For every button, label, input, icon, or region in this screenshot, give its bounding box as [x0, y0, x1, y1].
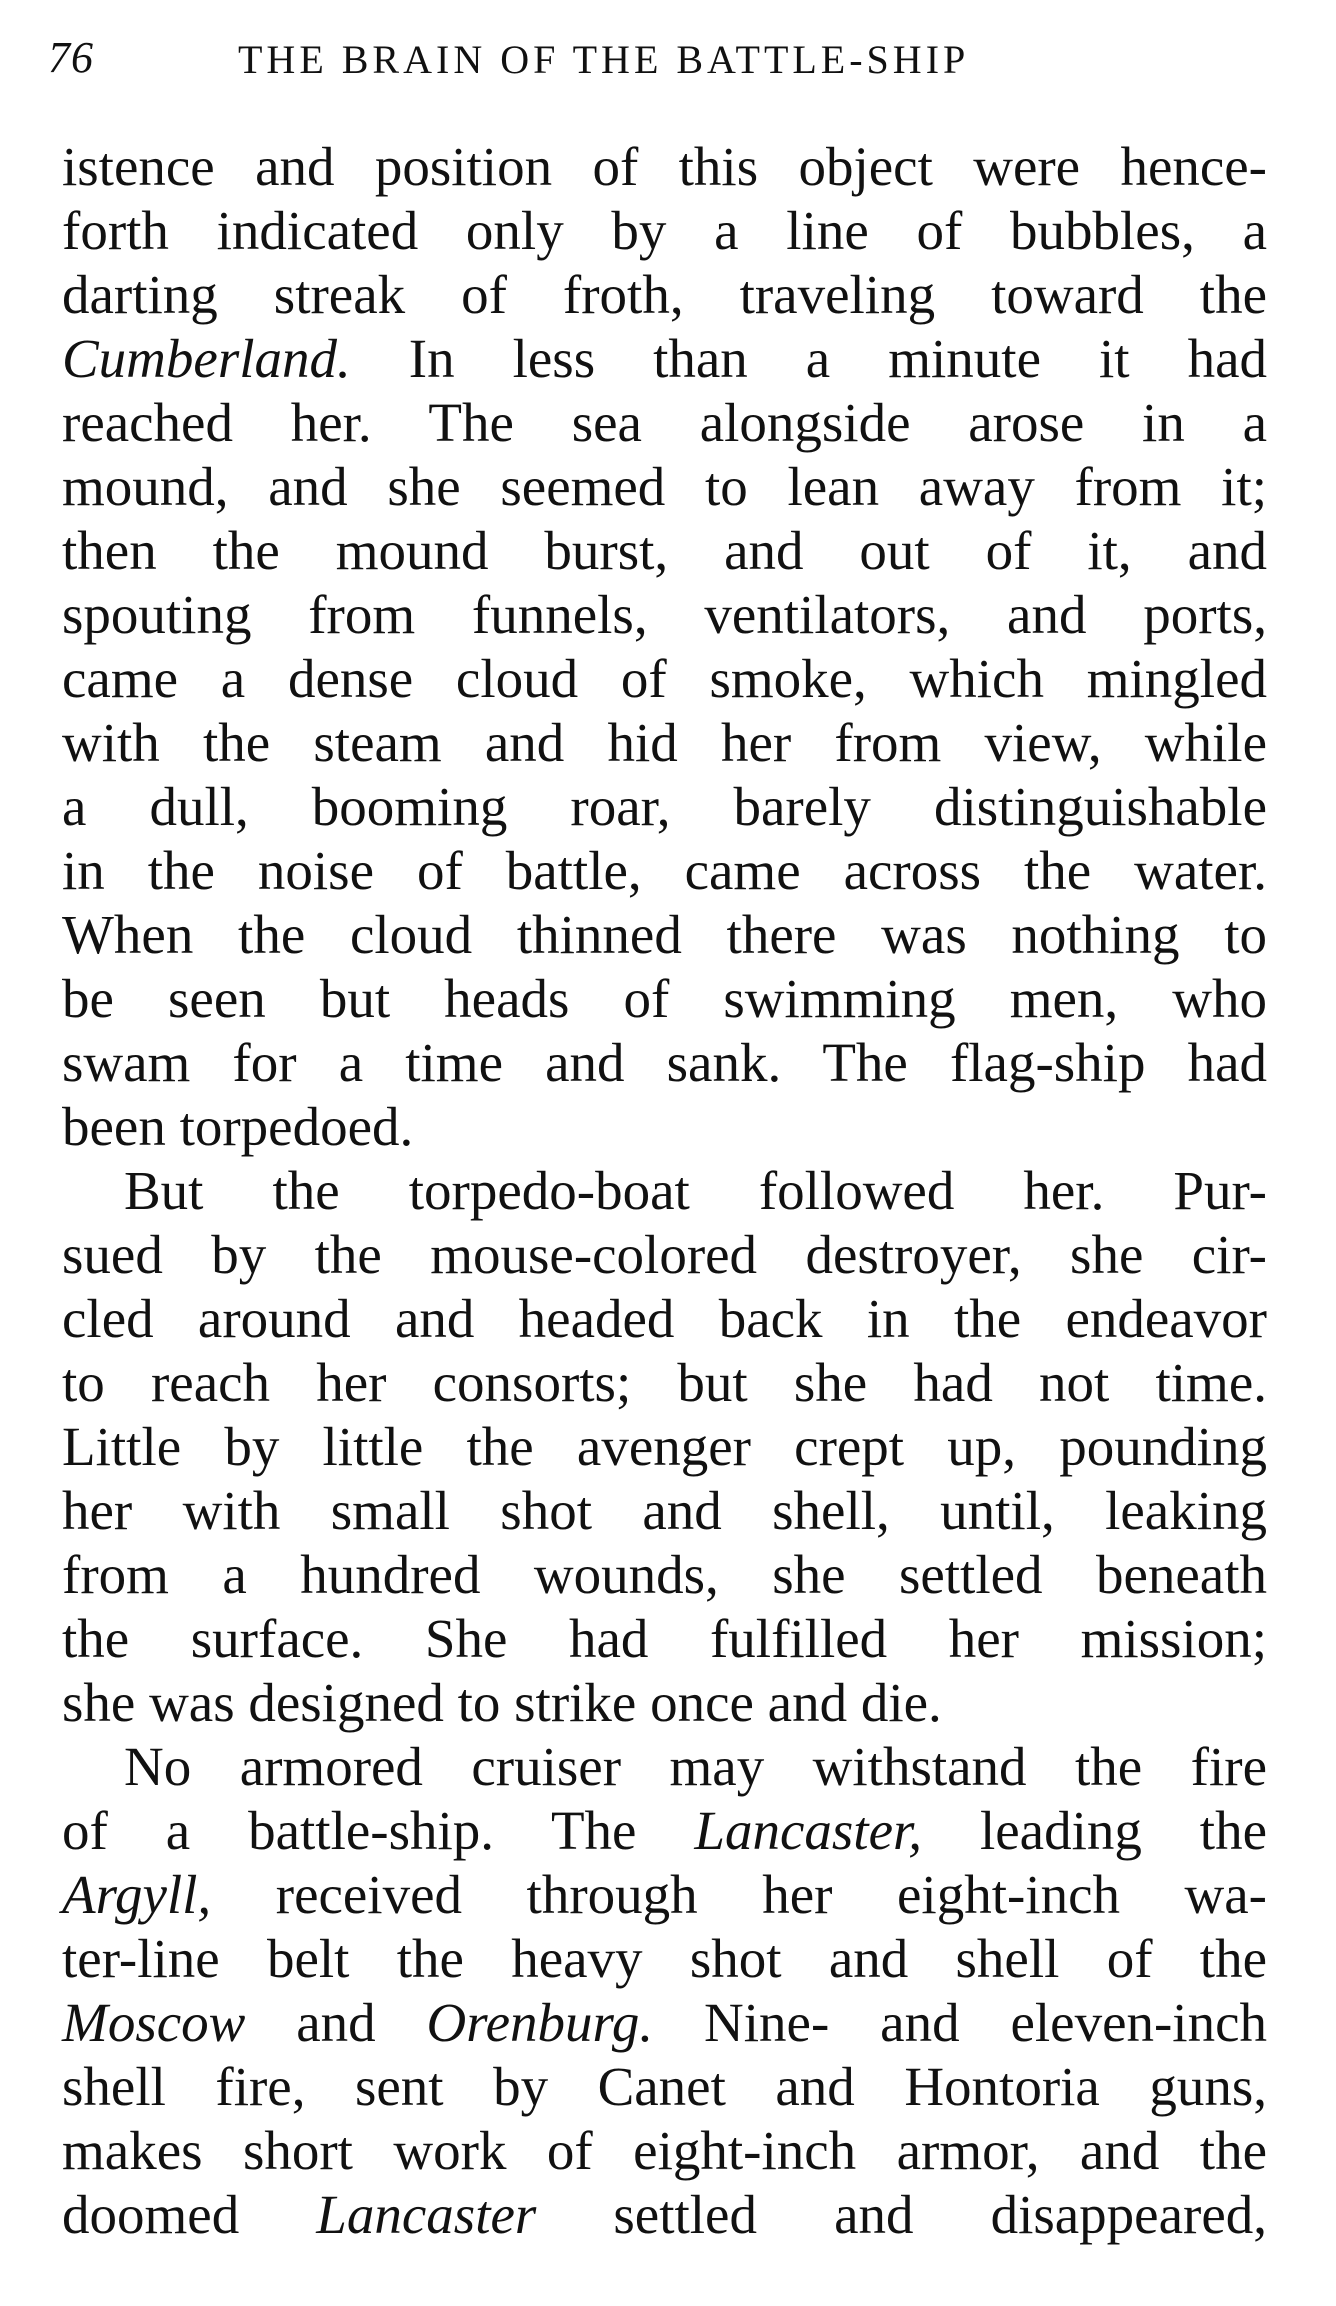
text-segment: been torpedoed.	[62, 1096, 414, 1157]
text-line	[62, 1991, 1267, 2055]
text-segment: makes short work of eight-inch armor, and the	[62, 2120, 1267, 2181]
text-line	[62, 1159, 1267, 1223]
text-segment: in the noise of battle, came across the water.	[62, 840, 1267, 901]
text-segment: cled around and headed back in the endeavor	[62, 1288, 1267, 1349]
text-segment: her with small shot and shell, until, leaking	[62, 1480, 1267, 1541]
text-line	[62, 263, 1267, 327]
text-segment: shell fire, sent by Canet and Hontoria guns,	[62, 2056, 1267, 2117]
text-line	[62, 967, 1267, 1031]
running-title: THE BRAIN OF THE BATTLE-SHIP	[238, 37, 970, 82]
text-segment: mound, and she seemed to lean away from it;	[62, 456, 1267, 517]
text-segment: from a hundred wounds, she settled beneath	[62, 1544, 1267, 1605]
text-segment: settled and disappeared,	[536, 2184, 1267, 2245]
text-segment: reached her. The sea alongside arose in a	[62, 392, 1267, 453]
text-segment: Nine- and eleven-inch	[653, 1992, 1267, 2053]
italic-segment: Lancaster	[316, 2184, 537, 2245]
text-segment: doomed	[62, 2184, 317, 2245]
italic-segment: Argyll,	[62, 1864, 212, 1925]
text-line	[62, 775, 1267, 839]
text-line	[62, 455, 1267, 519]
text-line	[62, 327, 1267, 391]
text-segment: swam for a time and sank. The flag-ship had	[62, 1032, 1267, 1093]
page-number: 76	[48, 33, 94, 82]
text-line	[62, 839, 1267, 903]
text-segment: forth indicated only by a line of bubbles, a	[62, 200, 1267, 261]
text-line	[62, 1927, 1267, 1991]
text-line	[62, 519, 1267, 583]
text-line	[62, 1095, 1267, 1159]
text-line	[62, 2183, 1267, 2247]
text-line	[62, 391, 1267, 455]
text-line	[62, 1479, 1267, 1543]
text-line	[62, 647, 1267, 711]
text-line	[62, 1607, 1267, 1671]
text-segment: sued by the mouse-colored destroyer, she cir-	[62, 1224, 1267, 1285]
text-line	[62, 1287, 1267, 1351]
text-segment: ter-line belt the heavy shot and shell of the	[62, 1928, 1267, 1989]
text-segment: received through her eight-inch wa-	[211, 1864, 1267, 1925]
text-segment: When the cloud thinned there was nothing to	[62, 904, 1267, 965]
text-segment: then the mound burst, and out of it, and	[62, 520, 1267, 581]
body-text	[62, 135, 1267, 2247]
text-segment: But the torpedo-boat followed her. Pur-	[124, 1160, 1267, 1221]
text-line	[62, 1543, 1267, 1607]
text-line	[62, 1799, 1267, 1863]
text-segment: No armored cruiser may withstand the fire	[124, 1736, 1267, 1797]
italic-segment: Cumberland.	[62, 328, 351, 389]
text-segment: darting streak of froth, traveling toward the	[62, 264, 1267, 325]
text-segment: In less than a minute it had	[350, 328, 1267, 389]
text-line	[62, 1351, 1267, 1415]
running-head	[48, 22, 1268, 92]
text-line	[62, 1031, 1267, 1095]
text-line	[62, 1735, 1267, 1799]
italic-segment: Moscow	[62, 1992, 246, 2053]
italic-segment: Lancaster,	[694, 1800, 923, 1861]
text-line	[62, 1671, 1267, 1735]
text-segment: istence and position of this object were hence-	[62, 136, 1267, 197]
text-segment: spouting from funnels, ventilators, and ports,	[62, 584, 1267, 645]
text-segment: Little by little the avenger crept up, pounding	[62, 1416, 1267, 1477]
text-segment: a dull, booming roar, barely distinguishable	[62, 776, 1267, 837]
text-line	[62, 711, 1267, 775]
text-segment: came a dense cloud of smoke, which mingled	[62, 648, 1267, 709]
text-line	[62, 199, 1267, 263]
text-segment: be seen but heads of swimming men, who	[62, 968, 1267, 1029]
text-line	[62, 903, 1267, 967]
text-segment: and	[245, 1992, 427, 2053]
text-line	[62, 2119, 1267, 2183]
text-line	[62, 2055, 1267, 2119]
text-line	[62, 135, 1267, 199]
text-segment: the surface. She had fulfilled her mission;	[62, 1608, 1267, 1669]
text-segment: to reach her consorts; but she had not time.	[62, 1352, 1267, 1413]
text-segment: she was designed to strike once and die.	[62, 1672, 942, 1733]
text-segment: of a battle-ship. The	[62, 1800, 695, 1861]
text-segment: with the steam and hid her from view, while	[62, 712, 1267, 773]
text-line	[62, 583, 1267, 647]
text-line	[62, 1863, 1267, 1927]
text-segment: leading the	[922, 1800, 1267, 1861]
italic-segment: Orenburg.	[426, 1992, 654, 2053]
text-line	[62, 1415, 1267, 1479]
text-line	[62, 1223, 1267, 1287]
